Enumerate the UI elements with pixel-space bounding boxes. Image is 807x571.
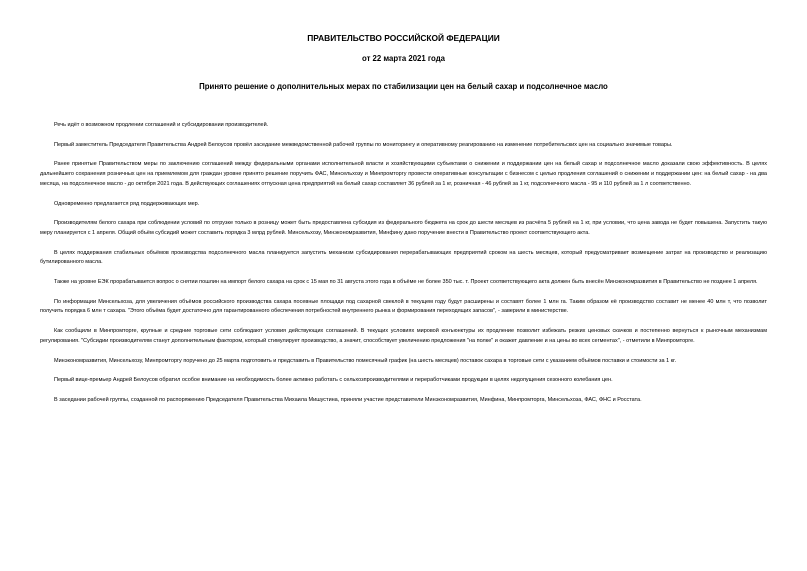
paragraph-participants: В заседании рабочей группы, созданной по распоряжению Председателя Правительства Михаила Мишустина, приняли участие представители Минэкономразвития, Минфина, Минпромторга, Минсельхоза, ФАС, ФНС и Росстата. (54, 396, 642, 403)
paragraph-meeting: Первый заместитель Председателя Правительства Андрей Белоусов провёл заседание межведомственной рабочей группы по мониторингу и оперативному реагированию на изменение потребительских цен на социально значимые товары. (54, 141, 673, 148)
paragraph-supply-schedule: Минэкономразвития, Минсельхозу, Минпромторгу поручено до 25 марта подготовить и представить в Правительство помесячный график (на шесть месяцев) поставок сахара в торговые сети с указанием объёмов поставки и стоимости за 1 кг. (54, 357, 676, 364)
organization-title: ПРАВИТЕЛЬСТВО РОССИЙСКОЙ ФЕДЕРАЦИИ (307, 33, 500, 43)
document-header (40, 33, 767, 92)
paragraph-minpromtorg: Как сообщили в Минпромторге, крупные и средние торговые сети соблюдают условия действующих соглашений. В текущих условиях мировой конъюнктуры их продление позволит избежать резких ценовых скачков и постепенно вернуться к рыночным механизмам регулирования. "Субсидии производителям станут дополнительным фактором, который стимулирует производство, а значит, способствует увеличению предложения "на полке" и окажет давление и на цены во всех сегментах", - отметили в Минпромторге. (40, 328, 767, 344)
paragraph-support-measures: Одновременно предлагается ряд поддерживающих мер. (54, 200, 200, 207)
paragraph-minselkhoz: По информации Минсельхоза, для увеличения объёмов российского производства сахара посевные площади под сахарной свеклой в текущем году будут расширены и составят более 1 млн га. Таким образом её производство составит не менее 40 млн т, что позволит получить порядка 6 млн т сахара. "Этого объёма будет достаточно для гарантированного обеспечения потребностей внутреннего рынка и формирования переходящих запасов", - заверили в министерстве. (40, 298, 767, 315)
paragraph-oil-subsidy: В целях поддержания стабильных объёмов производства подсолнечного масла планируется запустить механизм субсидирования перерабатывающих предприятий сроком на шесть месяцев, который предусматривает возмещение затрат на производство и реализацию бутилированного масла. (40, 249, 767, 266)
document-date: от 22 марта 2021 года (362, 54, 445, 63)
paragraph-belousov: Первый вице-премьер Андрей Белоусов обратил особое внимание на необходимость более активно работать с сельхозпроизводителями и переработчиками продукции в целях недопущения сезонного колебания цен. (54, 377, 613, 384)
paragraph-intro: Речь идёт о возможном продлении соглашений и субсидировании производителей. (54, 122, 269, 128)
paragraph-agreements: Ранее принятые Правительством меры по заключению соглашений между федеральными органами исполнительной власти и хозяйствующими субъектами о снижении и поддержании цен на белый сахар и подсолнечное масло доказали свою эффективность. В целях дальнейшего сохранения розничных цен на приемлемом для граждан уровне принято решение поручить ФАС, Минсельхозу и Минпромторгу провести оперативные консультации с бизнесом с целью продления соглашений о снижении и поддержании цен: на белый сахар - на два месяца, на подсолнечное масло - до октября 2021 года. В действующих соглашениях отпускная цена предприятий на белый сахар составляет 36 рублей за 1 кг, розничная - 46 рублей за 1 кг, подсолнечного масла - 95 и 110 рублей за 1 л соответственно. (40, 161, 767, 187)
document-title: Принято решение о дополнительных мерах по стабилизации цен на белый сахар и подсолнечное масло (199, 82, 608, 91)
paragraph-sugar-subsidy: Производителям белого сахара при соблюдении условий по отгрузке только в розницу может быть предоставлена субсидия из федерального бюджета на срок до шести месяцев из расчёта 5 рублей на 1 кг, при условии, что цена завода не будет повышена. Запустить такую меру планируется с 1 апреля. Общий объём субсидий может составить порядка 3 млрд рублей. Минсельхозу, Минэкономразвития, Минфину дано поручение внести в Правительство проект соответствующего акта. (40, 220, 767, 236)
paragraph-import-duties: Также на уровне ЕЭК прорабатывается вопрос о снятии пошлин на импорт белого сахара на срок с 15 мая по 31 августа этого года в объёме не более 350 тыс. т. Проект соответствующего акта должен быть внесён Минэкономразвития в Правительство не позднее 1 апреля. (54, 279, 758, 286)
document-body (40, 121, 767, 406)
